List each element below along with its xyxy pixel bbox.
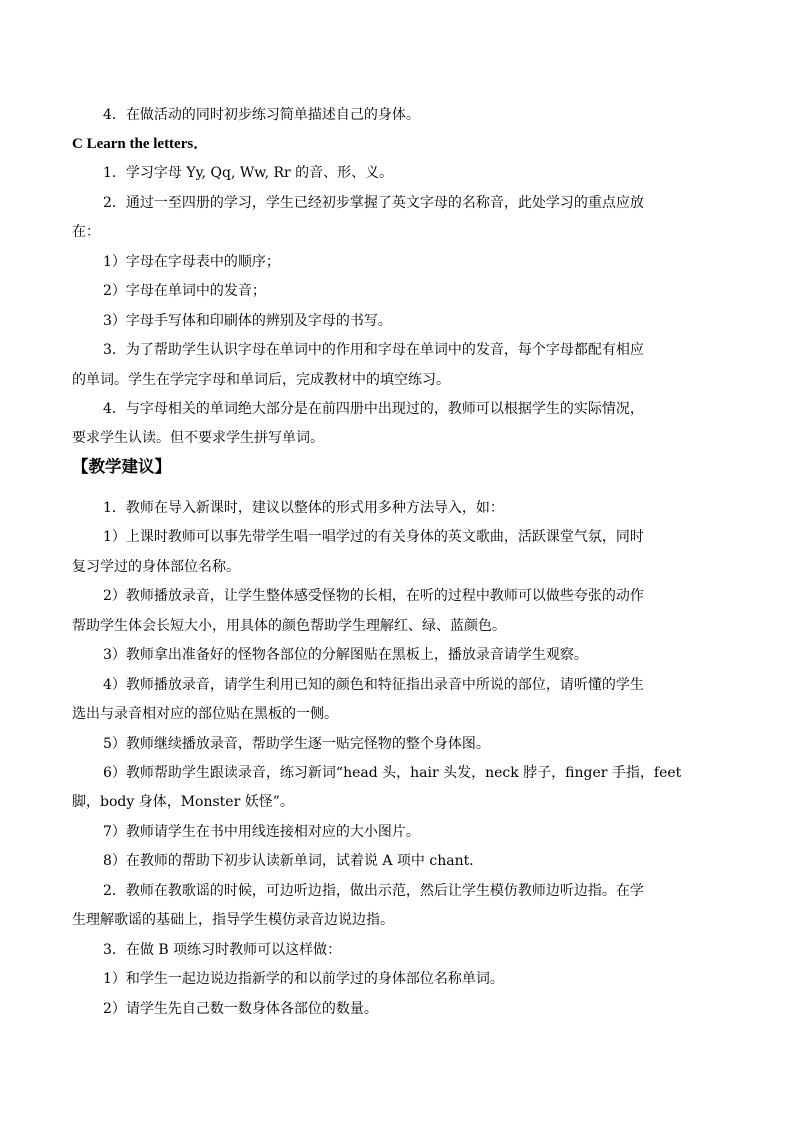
paragraph-line: 复习学过的身体部位名称。	[72, 559, 240, 575]
paragraph-line: 脚，body 身体，Monster 妖怪”。	[72, 794, 294, 810]
section-title: 【教学建议】	[72, 457, 171, 476]
paragraph-line: 的单词。学生在学完字母和单词后，完成教材中的填空练习。	[72, 372, 450, 388]
paragraph-line: 1）上课时教师可以事先带学生唱一唱学过的有关身体的英文歌曲，活跃课堂气氛，同时	[103, 529, 644, 545]
paragraph-line: 5）教师继续播放录音，帮助学生逐一贴完怪物的整个身体图。	[103, 736, 490, 752]
paragraph-line: 选出与录音相对应的部位贴在黑板的一侧。	[72, 706, 338, 722]
paragraph-line: 3．为了帮助学生认识字母在单词中的作用和字母在单词中的发音，每个字母都配有相应	[103, 342, 644, 358]
paragraph-line: 3）字母手写体和印刷体的辨别及字母的书写。	[103, 313, 392, 329]
paragraph-line: 6）教师帮助学生跟读录音，练习新词“head 头，hair 头发，neck 脖子，finger 手指，feet	[103, 765, 682, 781]
paragraph-line: 要求学生认读。但不要求学生拼写单词。	[72, 430, 324, 446]
paragraph-line: 生理解歌谣的基础上，指导学生模仿录音边说边指。	[72, 912, 394, 928]
paragraph-line: 1）和学生一起边说边指新学的和以前学过的身体部位名称单词。	[103, 971, 504, 987]
paragraph-line: 3．在做 B 项练习时教师可以这样做：	[103, 942, 342, 958]
paragraph-line: 1．教师在导入新课时，建议以整体的形式用多种方法导入，如：	[103, 500, 504, 516]
paragraph-line: 2．通过一至四册的学习，学生已经初步掌握了英文字母的名称音，此处学习的重点应放	[103, 195, 644, 211]
paragraph-line: 2）请学生先自己数一数身体各部位的数量。	[103, 1001, 378, 1017]
paragraph-line: 1．学习字母 Yy, Qq, Ww, Rr 的音、形、义。	[103, 165, 394, 181]
paragraph-line: 在：	[72, 224, 100, 240]
paragraph-line: 8）在教师的帮助下初步认读新单词，试着说 A 项中 chant．	[103, 853, 484, 869]
paragraph-line: 1）字母在字母表中的顺序；	[103, 254, 280, 270]
paragraph-line: 2）字母在单词中的发音；	[103, 283, 266, 299]
paragraph-line: 4．与字母相关的单词绝大部分是在前四册中出现过的，教师可以根据学生的实际情况，	[103, 401, 644, 417]
paragraph-line: 帮助学生体会长短大小，用具体的颜色帮助学生理解红、绿、蓝颜色。	[72, 618, 506, 634]
paragraph-line: 4）教师播放录音，请学生利用已知的颜色和特征指出录音中所说的部位，请听懂的学生	[103, 677, 644, 693]
paragraph-line: 4．在做活动的同时初步练习简单描述自己的身体。	[103, 107, 420, 123]
paragraph-line: 7）教师请学生在书中用线连接相对应的大小图片。	[103, 824, 420, 840]
subsection-heading: C Learn the letters．	[72, 136, 209, 152]
paragraph-line: 2）教师播放录音，让学生整体感受怪物的长相，在听的过程中教师可以做些夸张的动作	[103, 588, 644, 604]
paragraph-line: 3）教师拿出准备好的怪物各部位的分解图贴在黑板上，播放录音请学生观察。	[103, 647, 588, 663]
paragraph-line: 2．教师在教歌谣的时候，可边听边指，做出示范，然后让学生模仿教师边听边指。在学	[103, 883, 644, 899]
